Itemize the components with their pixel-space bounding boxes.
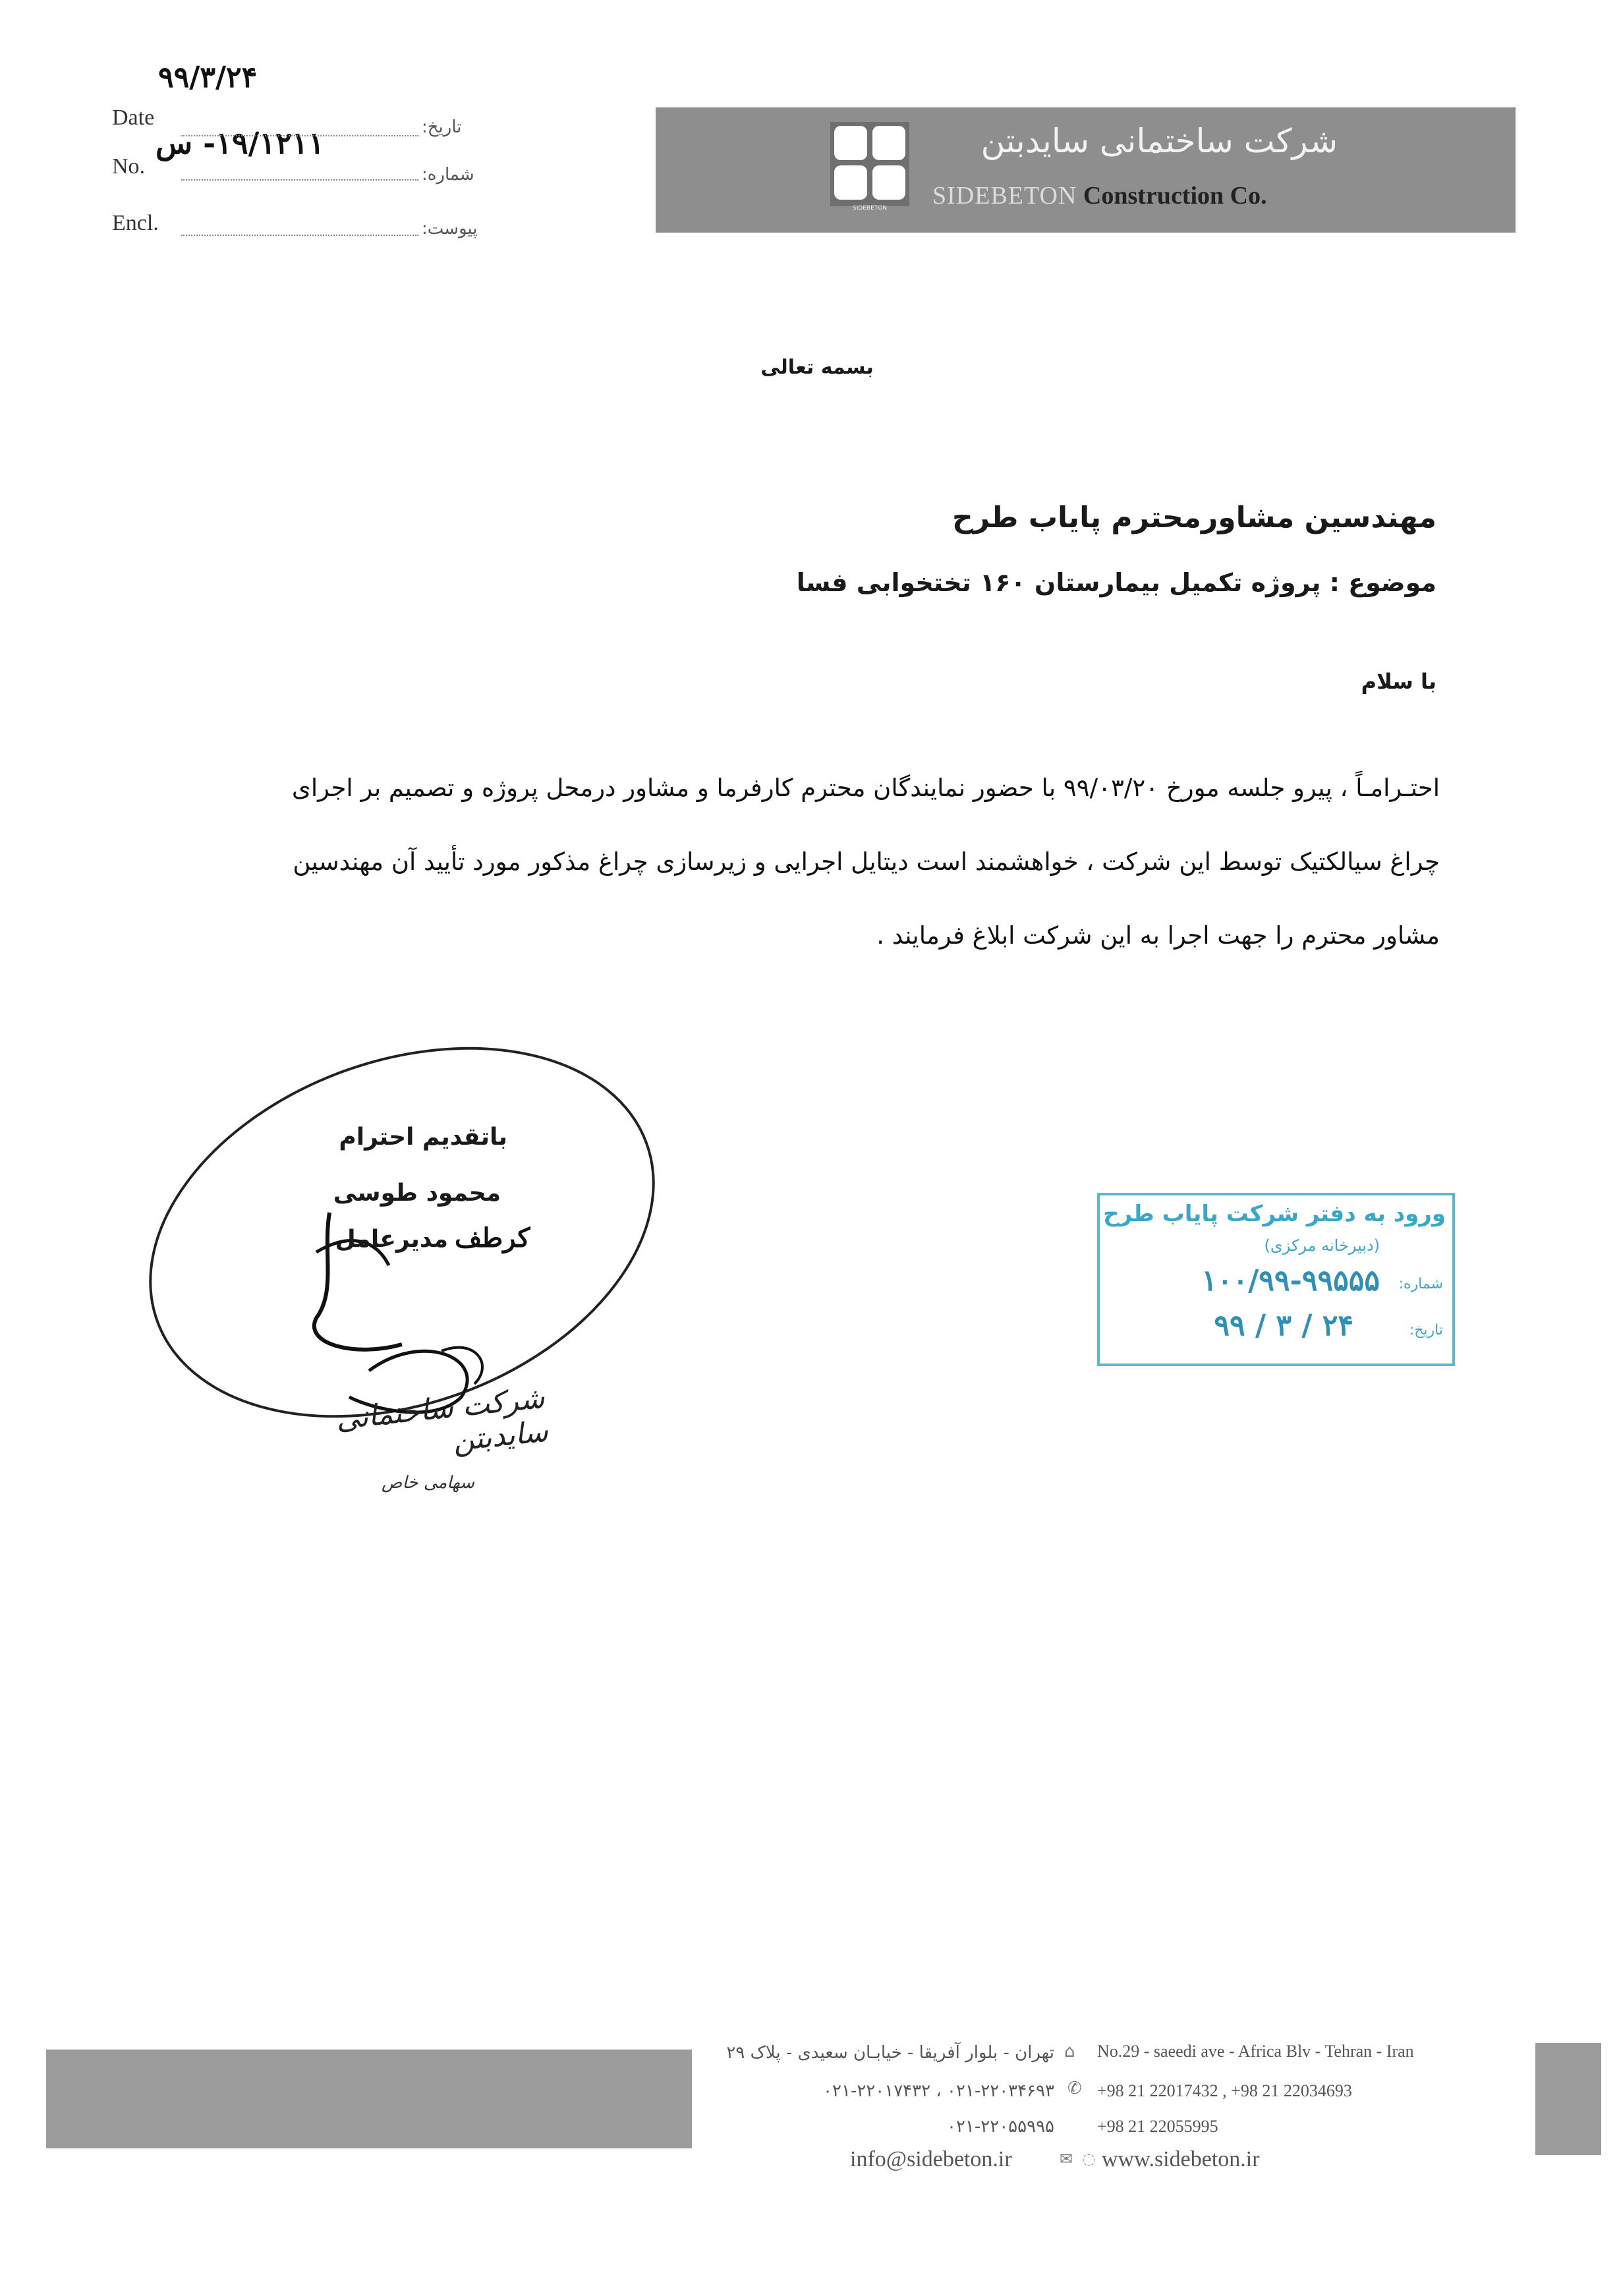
encl-label-fa: پیوست: — [422, 219, 478, 239]
encl-dotted-line — [181, 235, 418, 236]
company-name-en — [932, 181, 1267, 210]
footer-address-fa: تهران - بلوار آفریقا - خیابـان سعیدی - پلاک ۲۹ — [726, 2043, 1054, 2063]
logo-caption: SIDEBETON — [852, 205, 888, 212]
footer-band-right — [1535, 2043, 1601, 2155]
stamp-number-value: ۱۰۰/۹۹-۹۹۵۵۵ — [1201, 1264, 1380, 1298]
stamp-number-label: شماره: — [1398, 1276, 1443, 1292]
closing: باتقدیم احترام — [339, 1124, 507, 1151]
footer-phones-fa: ۰۲۱-۲۲۰۳۴۶۹۳ ، ۰۲۱-۲۲۰۱۷۴۳۲ — [823, 2081, 1054, 2101]
sidebeton-logo-icon — [830, 122, 909, 206]
body-line: چراغ سیالکتیک توسط این شرکت ، خواهشمند است دیتایل اجرایی و زیرسازی چراغ مذکور مورد تأیید آن مهندسین — [293, 847, 1440, 876]
handwritten-note: کرطف — [455, 1222, 530, 1253]
invocation: بسمه تعالی — [760, 356, 874, 379]
footer-fax-en: +98 21 22055995 — [1097, 2117, 1218, 2136]
no-label-fa: شماره: — [422, 165, 474, 185]
date-label-fa: تاریخ: — [422, 117, 462, 137]
date-label-en: Date — [112, 105, 155, 130]
company-name-fa: شرکت ساختمانی سایدبتن — [980, 122, 1338, 160]
company-logo — [830, 122, 909, 212]
phone-icon: ✆ — [1067, 2079, 1082, 2098]
company-name-en-suffix: Construction Co. — [1083, 182, 1267, 210]
greeting: با سلام — [1361, 669, 1436, 694]
body-line: مشاور محترم را جهت اجرا به این شرکت ابلاغ فرمایند . — [876, 921, 1440, 950]
footer-band-left — [46, 2050, 692, 2148]
seal-shareholding: سهامی خاص — [382, 1473, 474, 1493]
stamp-date-value: ۹۹ / ۳ / ۲۴ — [1214, 1309, 1353, 1342]
receipt-stamp — [1097, 1193, 1455, 1366]
date-dotted-line — [181, 135, 418, 136]
stamp-title: ورود به دفتر شرکت پایاب طرح — [1103, 1201, 1446, 1227]
handwritten-number: ۱۹/۱۲۱۱- س — [156, 125, 325, 161]
footer-phones-en: +98 21 22017432 , +98 21 22034693 — [1097, 2081, 1352, 2100]
signer-title: مدیرعامل — [335, 1226, 448, 1253]
no-dotted-line — [181, 179, 418, 181]
handwritten-date: ۹۹/۳/۲۴ — [158, 61, 258, 94]
globe-icon: ◌ — [1082, 2150, 1096, 2168]
stamp-date-label: تاریخ: — [1409, 1322, 1443, 1338]
signer-name: محمود طوسی — [333, 1180, 501, 1207]
footer-email[interactable]: info@sidebeton.ir — [850, 2147, 1012, 2171]
stamp-subtitle: (دبیرخانه مرکزی) — [1264, 1236, 1380, 1255]
recipient: مهندسین مشاورمحترم پایاب طرح — [952, 501, 1436, 534]
footer-address-en: No.29 - saeedi ave - Africa Blv - Tehran - Iran — [1097, 2042, 1414, 2061]
footer-website[interactable]: www.sidebeton.ir — [1102, 2147, 1260, 2171]
encl-label-en: Encl. — [112, 211, 159, 235]
no-label-en: No. — [112, 154, 146, 179]
body-line: احتـرامـاً ، پیرو جلسه مورخ ۹۹/۰۳/۲۰ با حضور نمایندگان محترم کارفرما و مشاور درمحل پروژه و تصمیم بر اجرای — [291, 774, 1440, 802]
email-icon: ✉ — [1060, 2150, 1073, 2168]
subject: موضوع : پروژه تکمیل بیمارستان ۱۶۰ تختخوابی فسا — [796, 568, 1436, 597]
company-name-en-prefix: SIDEBETON — [932, 182, 1077, 210]
seal-company-script: شرکت ساختمانی سایدبتن — [334, 1381, 550, 1458]
company-banner — [656, 107, 1516, 233]
location-icon: ⌂ — [1064, 2042, 1075, 2061]
letter-body — [224, 751, 1440, 973]
footer-fax-fa: ۰۲۱-۲۲۰۵۵۹۹۵ — [947, 2117, 1054, 2137]
